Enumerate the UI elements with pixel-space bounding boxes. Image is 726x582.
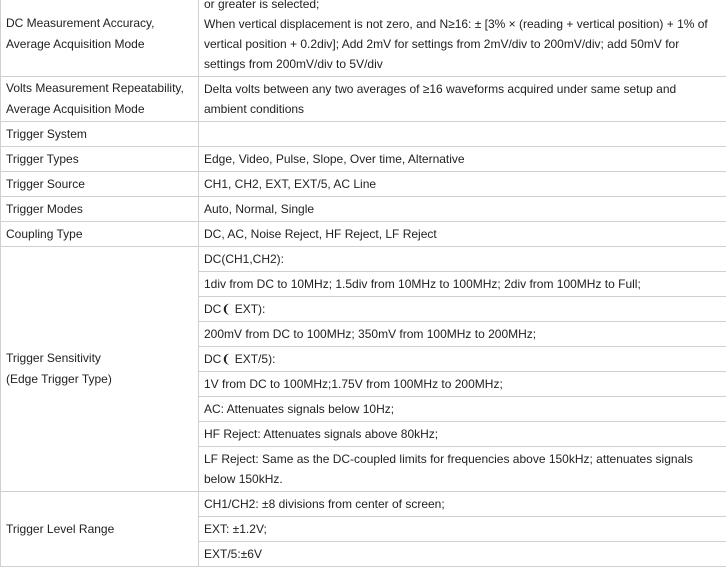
spec-value (199, 247, 726, 492)
spec-value (199, 147, 726, 172)
spec-label: Coupling Type (1, 222, 199, 247)
spec-label: Trigger Level Range (1, 492, 199, 567)
spec-label: Trigger Types (1, 147, 199, 172)
spec-label: Trigger Source (1, 172, 199, 197)
spec-label: Trigger System (1, 122, 199, 147)
table-row (1, 147, 726, 172)
table-row (1, 0, 726, 77)
spec-value (199, 122, 726, 147)
table-row (1, 247, 726, 492)
spec-label: DC Measurement Accuracy, Average Acquisition Mode (1, 0, 199, 77)
spec-value-line: Edge, Video, Pulse, Slope, Over time, Alternative (204, 152, 465, 166)
spec-value-line: AC: Attenuates signals below 10Hz; (199, 396, 726, 421)
spec-value-line: 200mV from DC to 100MHz; 350mV from 100MHz to 200MHz; (199, 321, 726, 346)
spec-value-line: CH1/CH2: ±8 divisions from center of screen; (204, 497, 445, 511)
spec-value-line: DC❨ EXT/5): (199, 346, 726, 371)
spec-value-line: 1div from DC to 10MHz; 1.5div from 10MHz to 100MHz; 2div from 100MHz to Full; (199, 271, 726, 296)
table-row (1, 172, 726, 197)
table-row (1, 492, 726, 567)
spec-value-line: or greater is selected; When vertical displacement is not zero, and N≥16: ± [3% × (reading + vertical position) + 1% of vertical position + 0.2div]; Add 2mV for settings from 2mV/div to 200mV/div; add 50mV for settings from 200mV/div to 5V/div (204, 0, 708, 71)
spec-value (199, 172, 726, 197)
table-row (1, 222, 726, 247)
spec-value (199, 0, 726, 77)
spec-value (199, 492, 726, 567)
spec-value-line: Auto, Normal, Single (204, 202, 315, 216)
spec-label: Volts Measurement Repeatability, Average Acquisition Mode (1, 77, 199, 122)
spec-value-line: LF Reject: Same as the DC-coupled limits for frequencies above 150kHz; attenuates signals below 150kHz. (199, 446, 726, 491)
spec-label: Trigger Modes (1, 197, 199, 222)
spec-value (199, 222, 726, 247)
spec-value-line: 1V from DC to 100MHz;1.75V from 100MHz to 200MHz; (199, 371, 726, 396)
spec-value-line: DC(CH1,CH2): (204, 252, 285, 266)
spec-label: Trigger Sensitivity (Edge Trigger Type) (1, 247, 199, 492)
spec-value (199, 197, 726, 222)
spec-value-line: Delta volts between any two averages of ≥16 waveforms acquired under same setup and ambient conditions (204, 82, 677, 116)
spec-value-line: DC❨ EXT): (199, 296, 726, 321)
table-row (1, 77, 726, 122)
spec-value-line (199, 122, 726, 146)
table-row (1, 122, 726, 147)
spec-value-line: DC, AC, Noise Reject, HF Reject, LF Reject (204, 227, 437, 241)
spec-table-body (1, 0, 726, 567)
spec-value-line: CH1, CH2, EXT, EXT/5, AC Line (204, 177, 377, 191)
spec-value-line: EXT/5:±6V (199, 541, 726, 566)
spec-value (199, 77, 726, 122)
table-row (1, 197, 726, 222)
spec-value-line: HF Reject: Attenuates signals above 80kHz; (199, 421, 726, 446)
spec-value-line: EXT: ±1.2V; (199, 516, 726, 541)
